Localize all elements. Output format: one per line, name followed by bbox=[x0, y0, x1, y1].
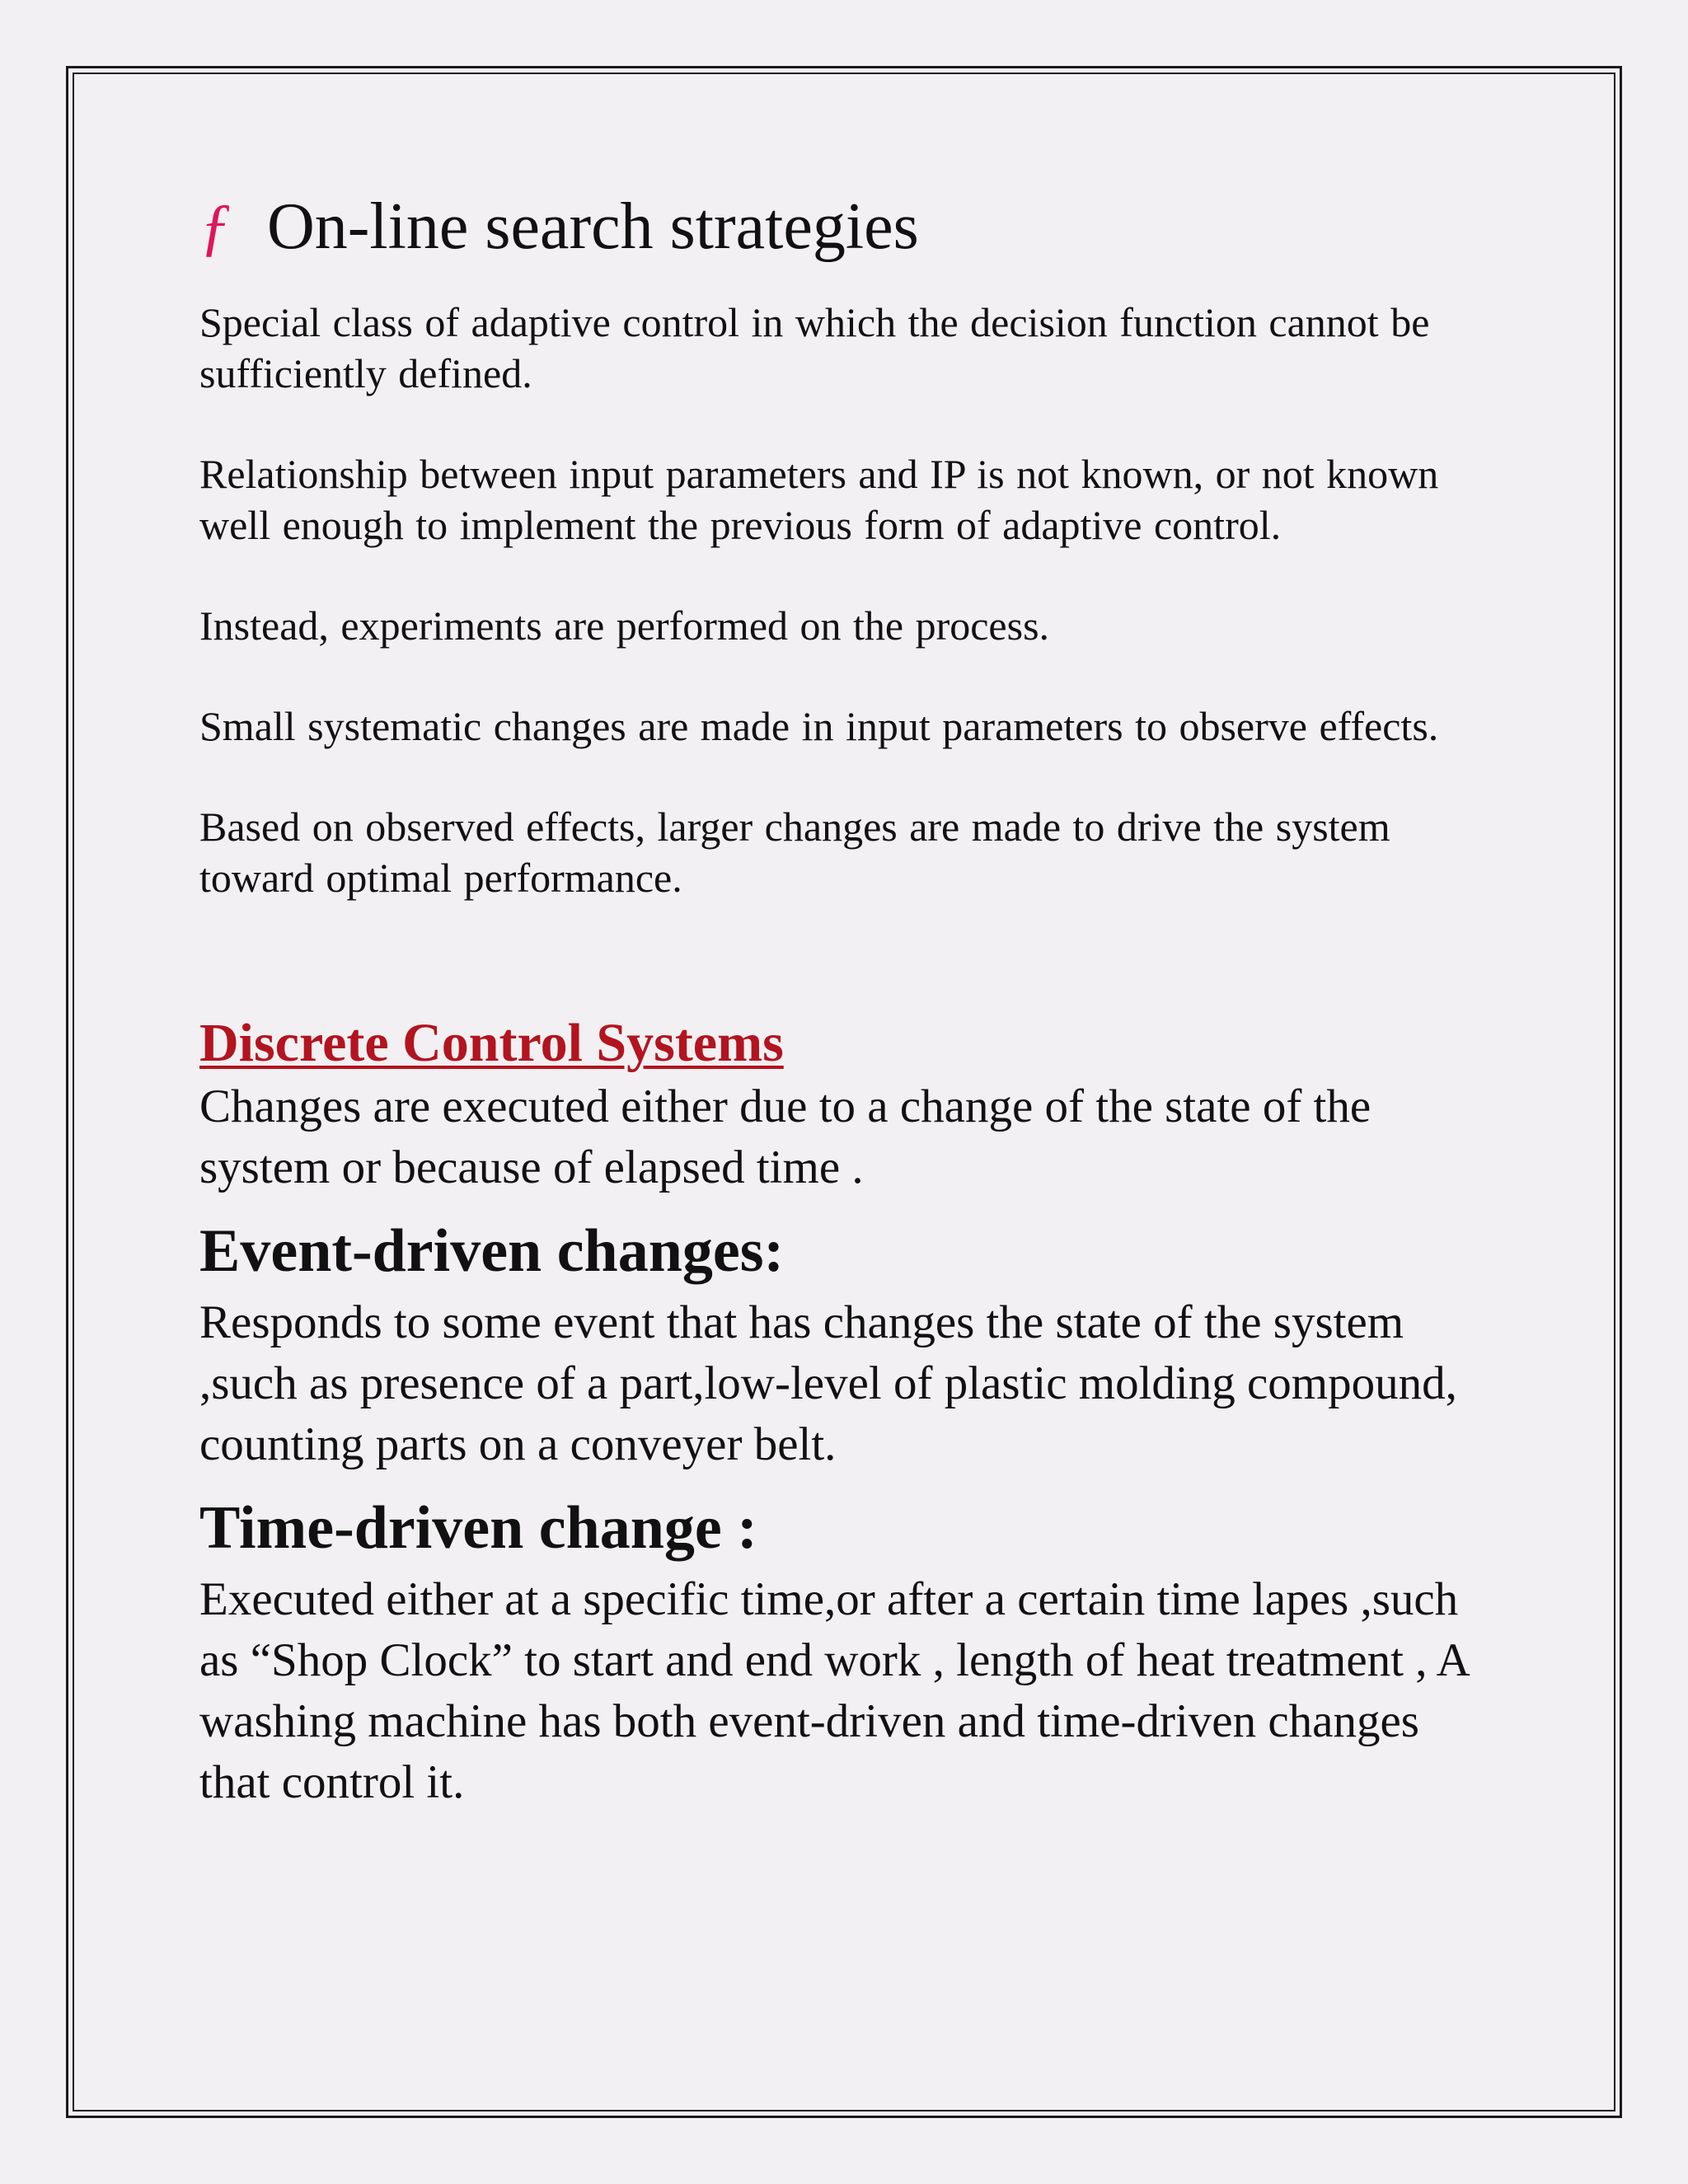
discrete-intro: Changes are executed either due to a change of the state of the system or because of elapsed time . bbox=[199, 1080, 1372, 1193]
bullet-icon: ƒ bbox=[199, 190, 232, 262]
event-driven-heading: Event-driven changes: bbox=[199, 1217, 785, 1285]
paragraph-instead: Instead, experiments are performed on the process. bbox=[199, 602, 1050, 649]
page-content bbox=[199, 190, 1502, 1813]
paragraph-special-class: Special class of adaptive control in which the decision function cannot be sufficiently defined. bbox=[199, 299, 1430, 396]
event-driven-text: Responds to some event that has changes the state of the system ,such as presence of a part,low-level of plastic molding compound, counting parts on a conveyer belt. bbox=[199, 1296, 1457, 1470]
time-driven-text: Executed either at a specific time,or after a certain time lapes ,such as “Shop Clock” to start and end work , length of heat treatment , A washing machine has both event-driven and time-driven changes that control it. bbox=[199, 1573, 1468, 1808]
discrete-heading: Discrete Control Systems bbox=[199, 1013, 784, 1073]
paragraph-based-on: Based on observed effects, larger changes are made to drive the system toward optimal performance. bbox=[199, 804, 1390, 901]
paragraph-small-changes: Small systematic changes are made in input parameters to observe effects. bbox=[199, 703, 1439, 749]
section-title-text: On-line search strategies bbox=[267, 190, 919, 263]
section-title bbox=[199, 190, 1502, 280]
time-driven-heading: Time-driven change : bbox=[199, 1494, 757, 1562]
paragraph-relationship: Relationship between input parameters and IP is not known, or not known well enough to implement the previous form of adaptive control. bbox=[199, 451, 1439, 548]
